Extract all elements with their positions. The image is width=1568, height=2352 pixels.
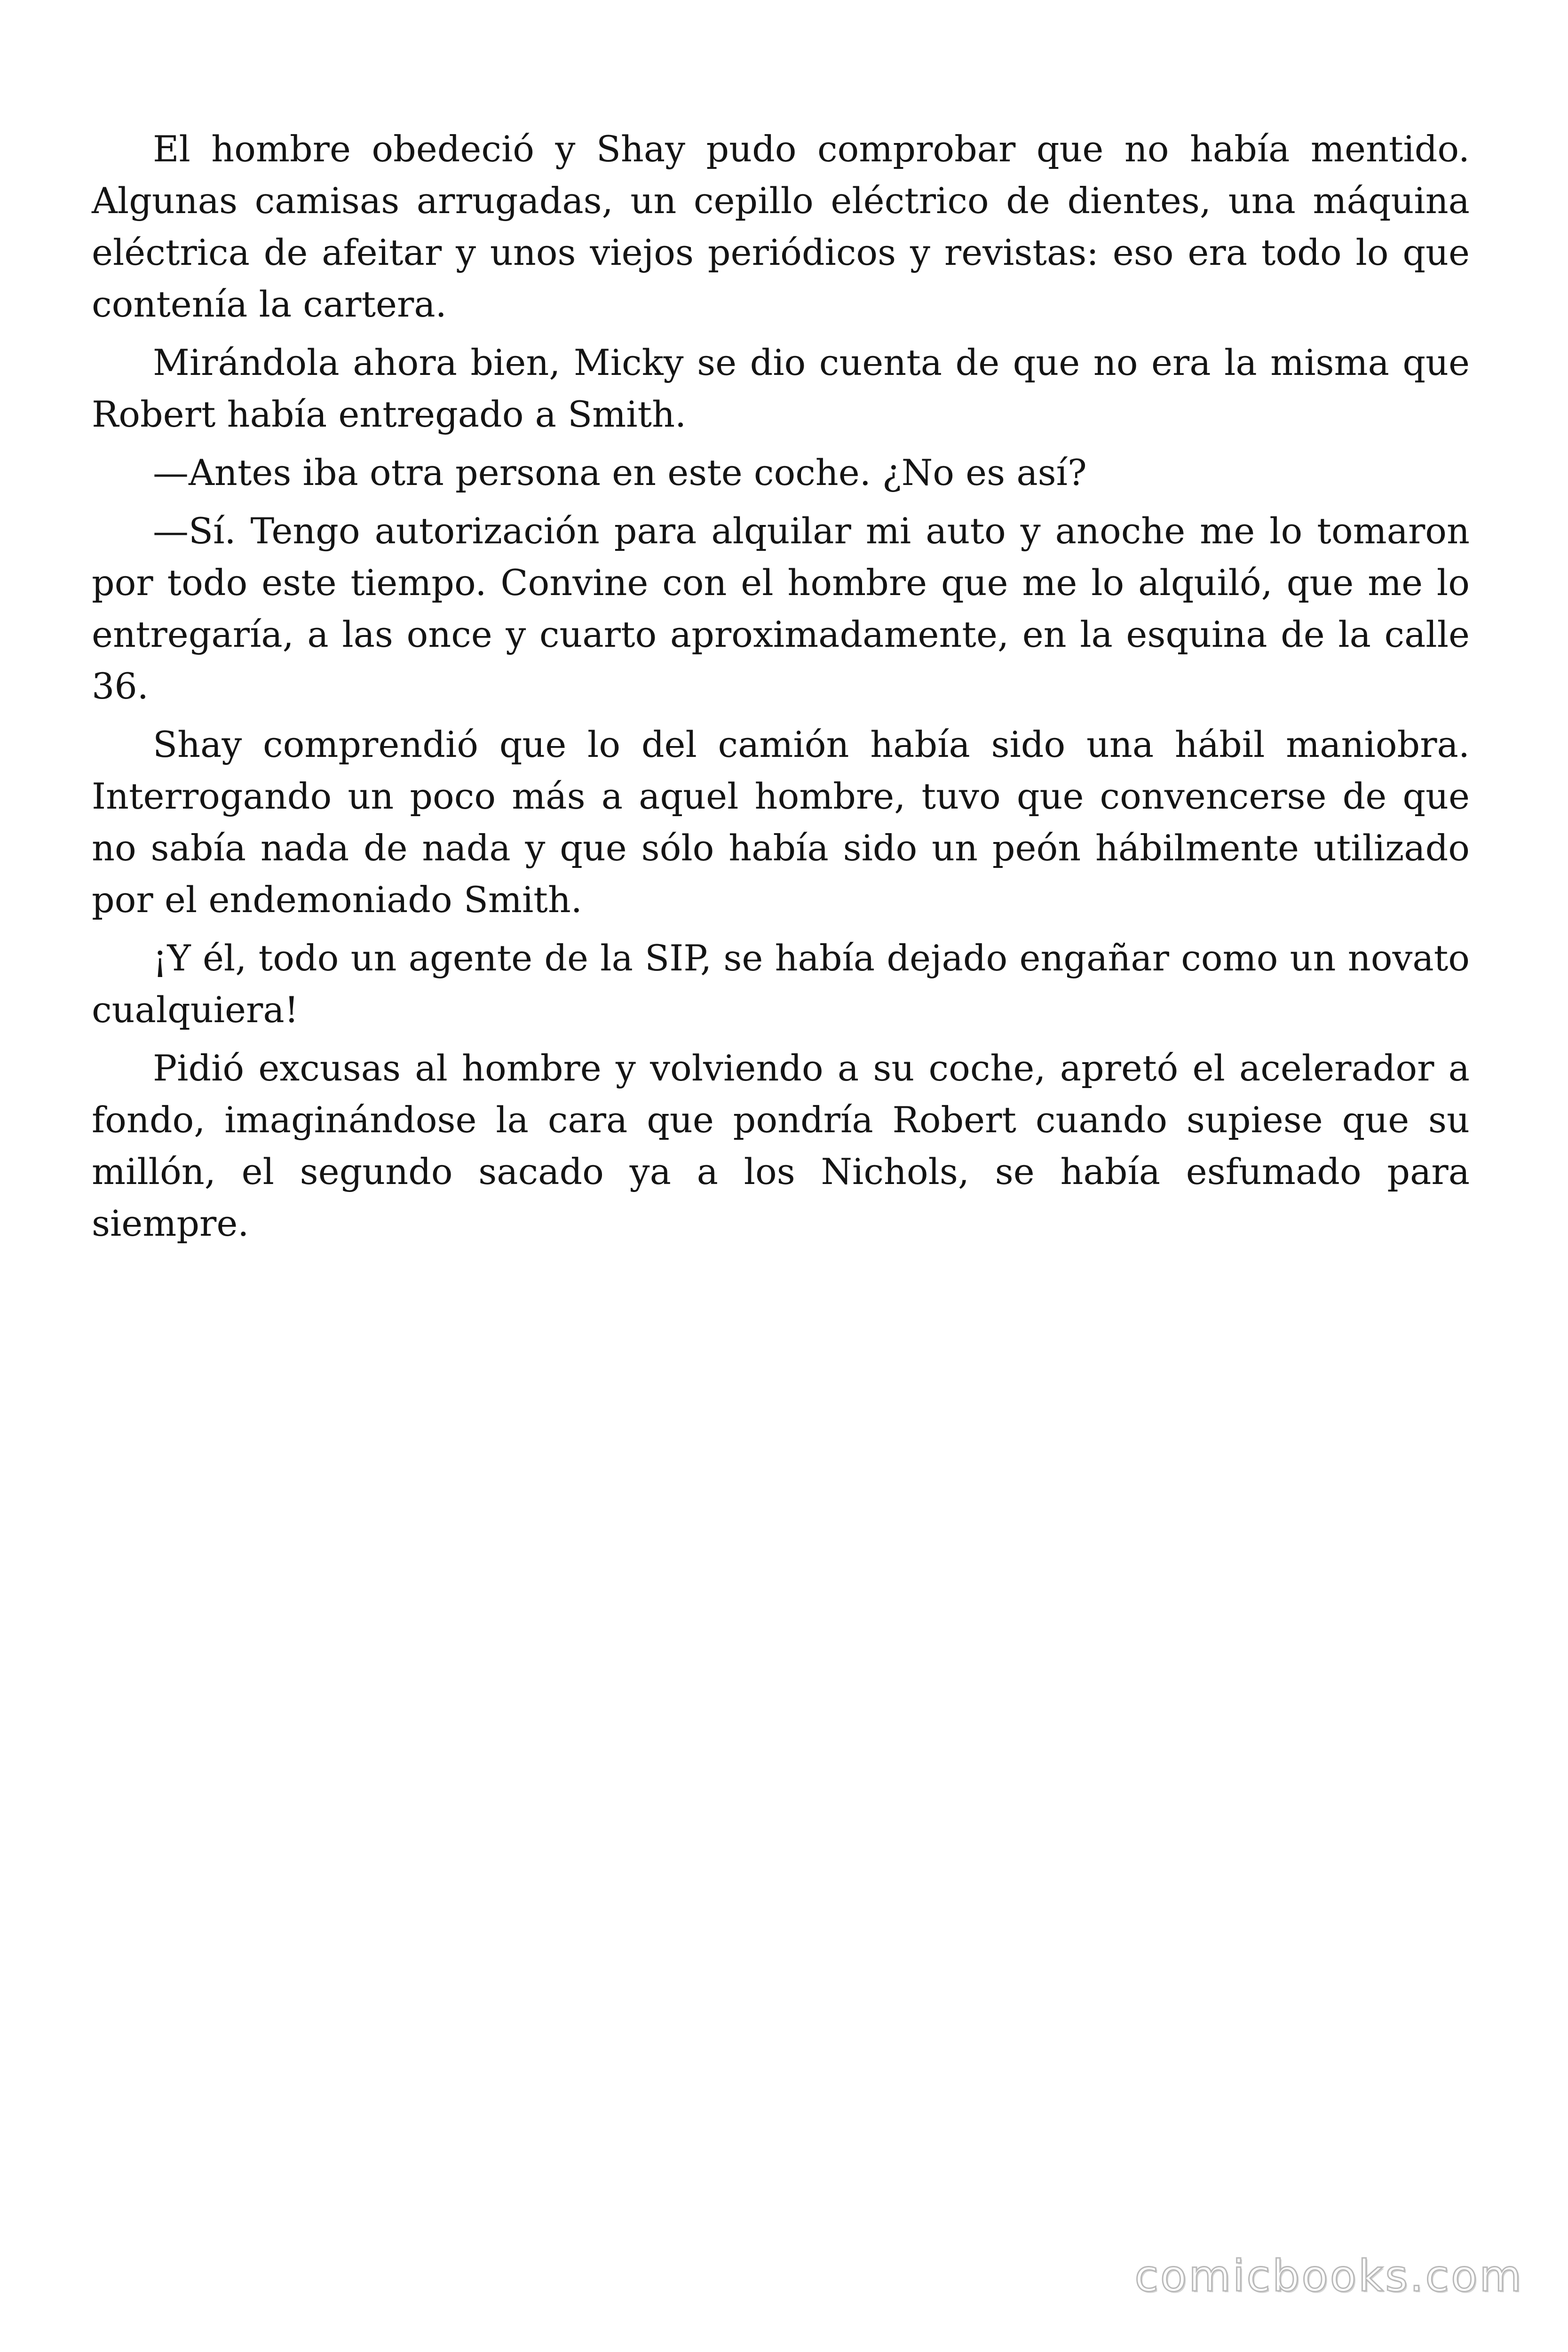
paragraph: Pidió excusas al hombre y volviendo a su coche, apretó el acelerador a fondo, imaginándose la cara que pondría Robert cuando supiese que su millón, el segundo sacado ya a los Nichols, se había esfumado para siempre.: [92, 1047, 1470, 1244]
paragraph: ¡Y él, todo un agente de la SIP, se había dejado engañar como un novato cualquiera!: [92, 937, 1470, 1031]
watermark: comicbooks.com: [1134, 2251, 1523, 2301]
paragraph: —Antes iba otra persona en este coche. ¿No es así?: [153, 452, 1087, 493]
paragraph: —Sí. Tengo autorización para alquilar mi auto y anoche me lo tomaron por todo este tiempo. Convine con el hombre que me lo alquiló, que me lo entregaría, a las once y cuarto aproximadamente, en la esquina de la calle 36.: [92, 510, 1470, 707]
body-text: [92, 123, 1470, 1256]
paragraph: El hombre obedeció y Shay pudo comprobar que no había mentido. Algunas camisas arrugadas, un cepillo eléctrico de dientes, una máquina eléctrica de afeitar y unos viejos periódicos y revistas: eso era todo lo que contenía la cartera.: [92, 128, 1470, 325]
paragraph: Shay comprendió que lo del camión había sido una hábil maniobra. Interrogando un poco más a aquel hombre, tuvo que convencerse de que no sabía nada de nada y que sólo había sido un peón hábilmente utilizado por el endemoniado Smith.: [92, 723, 1470, 921]
paragraph: Mirándola ahora bien, Micky se dio cuenta de que no era la misma que Robert había entregado a Smith.: [92, 342, 1470, 435]
